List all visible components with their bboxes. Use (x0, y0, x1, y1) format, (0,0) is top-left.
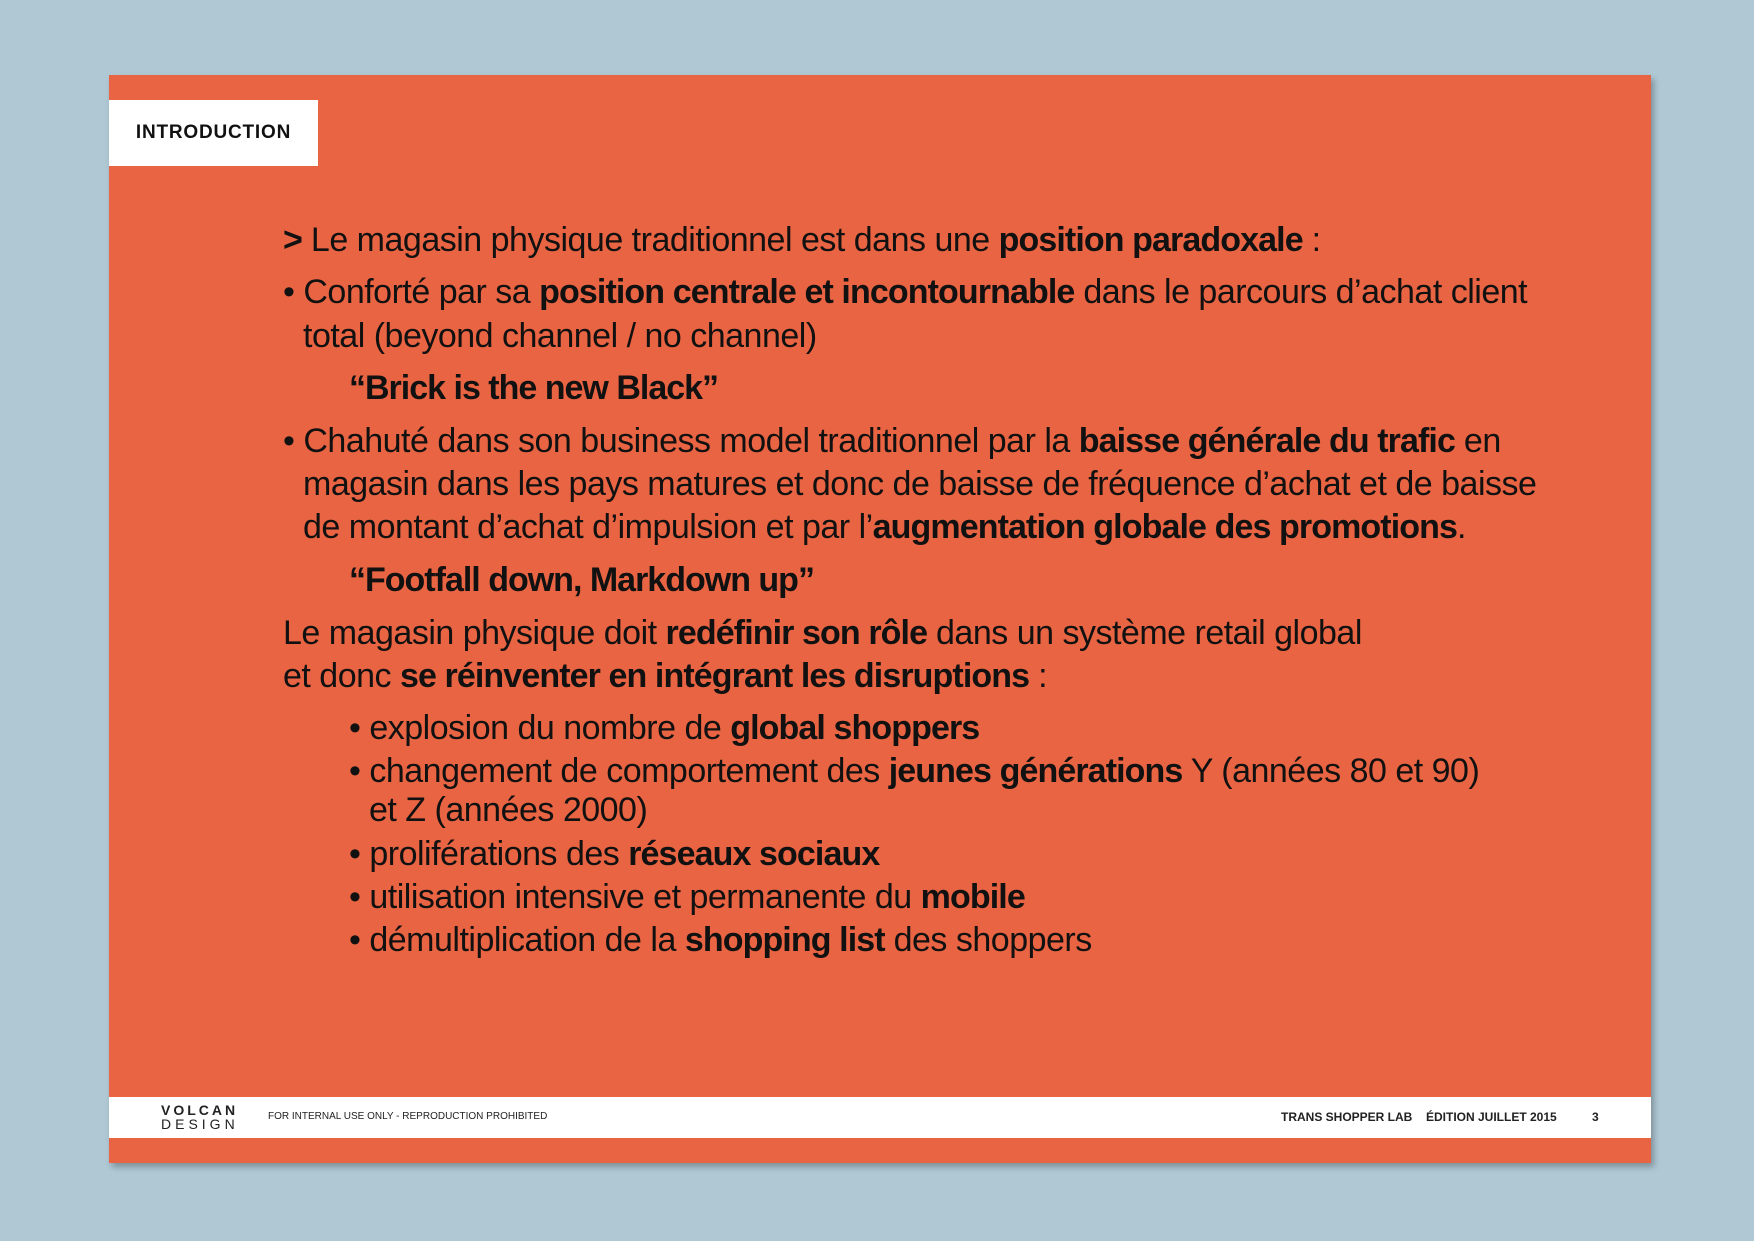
footer-bar (109, 1097, 1651, 1138)
section-label: INTRODUCTION (109, 100, 318, 166)
slide-page (109, 75, 1651, 1163)
bullet: • (349, 878, 361, 916)
conclusion-line-2: et donc se réinventer en intégrant les disruptions : (283, 657, 1048, 695)
list-item: • démultiplication de la shopping list des shoppers (349, 921, 1092, 959)
bullet: • (349, 921, 361, 959)
page-number: 3 (1592, 1110, 1599, 1124)
bullet: • (349, 752, 361, 790)
volcan-design-logo: VOLCAN DESIGN (161, 1102, 239, 1132)
point-2-line-2: magasin dans les pays matures et donc de baisse de fréquence d’achat et de baisse (303, 465, 1537, 503)
intro-line: > Le magasin physique traditionnel est dans une position paradoxale : (283, 221, 1321, 259)
bullet: • (349, 709, 361, 747)
list-item: • changement de comportement des jeunes générations Y (années 80 et 90) (349, 752, 1480, 790)
footer-edition: ÉDITION JUILLET 2015 (1426, 1110, 1557, 1124)
conclusion-line-1: Le magasin physique doit redéfinir son rôle dans un système retail global (283, 614, 1362, 652)
list-item: • explosion du nombre de global shoppers (349, 709, 980, 747)
point-2-line-3: de montant d’achat d’impulsion et par l’augmentation globale des promotions. (303, 508, 1466, 546)
arrow-marker: > (283, 221, 302, 259)
point-1-line-1: • Conforté par sa position centrale et incontournable dans le parcours d’achat client (283, 273, 1528, 311)
footer-disclaimer: FOR INTERNAL USE ONLY - REPRODUCTION PROHIBITED (268, 1111, 548, 1122)
list-item: • utilisation intensive et permanente du mobile (349, 878, 1025, 916)
quote-footfall: “Footfall down, Markdown up” (349, 561, 814, 599)
point-1-line-2: total (beyond channel / no channel) (303, 317, 817, 355)
bullet: • (283, 422, 295, 460)
list-item: • proliférations des réseaux sociaux (349, 835, 880, 873)
bullet: • (349, 835, 361, 873)
quote-brick: “Brick is the new Black” (349, 369, 719, 407)
bullet: • (283, 273, 295, 311)
point-2-line-1: • Chahuté dans son business model traditionnel par la baisse générale du trafic en (283, 422, 1501, 460)
footer-brand: TRANS SHOPPER LAB (1281, 1110, 1413, 1124)
list-item-continuation: et Z (années 2000) (369, 791, 648, 829)
